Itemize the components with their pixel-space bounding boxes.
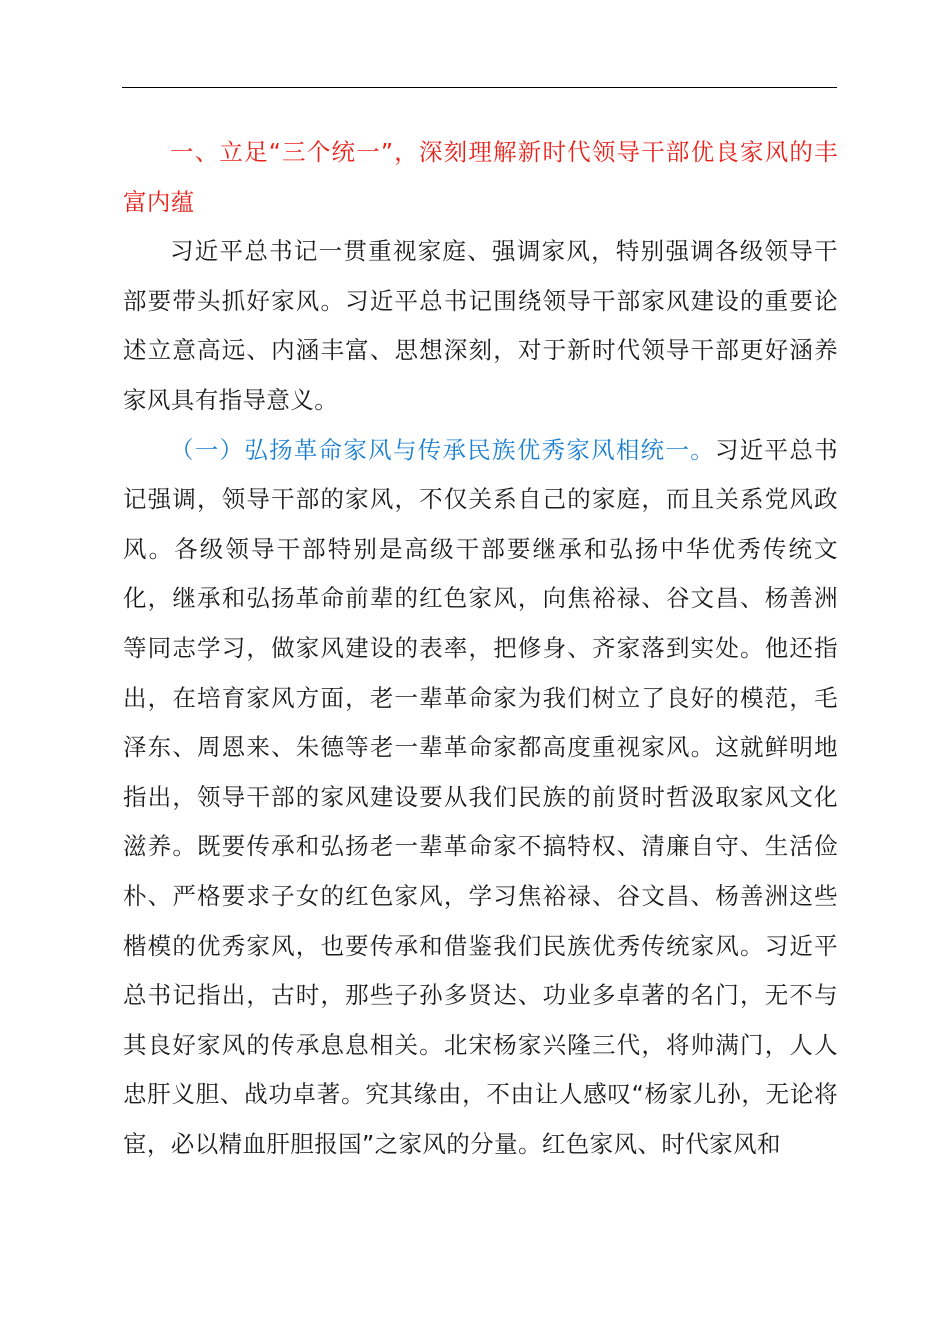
section-heading: 一、立足“三个统一”，深刻理解新时代领导干部优良家风的丰富内蕴	[123, 138, 838, 216]
document-body	[123, 128, 838, 1169]
intro-paragraph: 习近平总书记一贯重视家庭、强调家风，特别强调各级领导干部要带头抓好家风。习近平总书记围绕领导干部家风建设的重要论述立意高远、内涵丰富、思想深刻，对于新时代领导干部更好涵养家风具有指导意义。	[123, 237, 838, 414]
subsection-paragraph	[123, 426, 838, 1170]
subsection-body: 习近平总书记强调，领导干部的家风，不仅关系自己的家庭，而且关系党风政风。各级领导干部特别是高级干部要继承和弘扬中华优秀传统文化，继承和弘扬革命前辈的红色家风，向焦裕禄、谷文昌、杨善洲等同志学习，做家风建设的表率，把修身、齐家落到实处。他还指出，在培育家风方面，老一辈革命家为我们树立了良好的模范，毛泽东、周恩来、朱德等老一辈革命家都高度重视家风。这就鲜明地指出，领导干部的家风建设要从我们民族的前贤时哲汲取家风文化滋养。既要传承和弘扬老一辈革命家不搞特权、清廉自守、生活俭朴、严格要求子女的红色家风，学习焦裕禄、谷文昌、杨善洲这些楷模的优秀家风，也要传承和借鉴我们民族优秀传统家风。习近平总书记指出，古时，那些子孙多贤达、功业多卓著的名门，无不与其良好家风的传承息息相关。北宋杨家兴隆三代，将帅满门，人人忠肝义胆、战功卓著。究其缘由，不由让人感叹“杨家儿孙，无论将宦，必以精血肝胆报国”之家风的分量。红色家风、时代家风和	[123, 435, 838, 1158]
subsection-title: （一）弘扬革命家风与传承民族优秀家风相统一。	[170, 435, 715, 464]
header-rule	[122, 87, 837, 88]
